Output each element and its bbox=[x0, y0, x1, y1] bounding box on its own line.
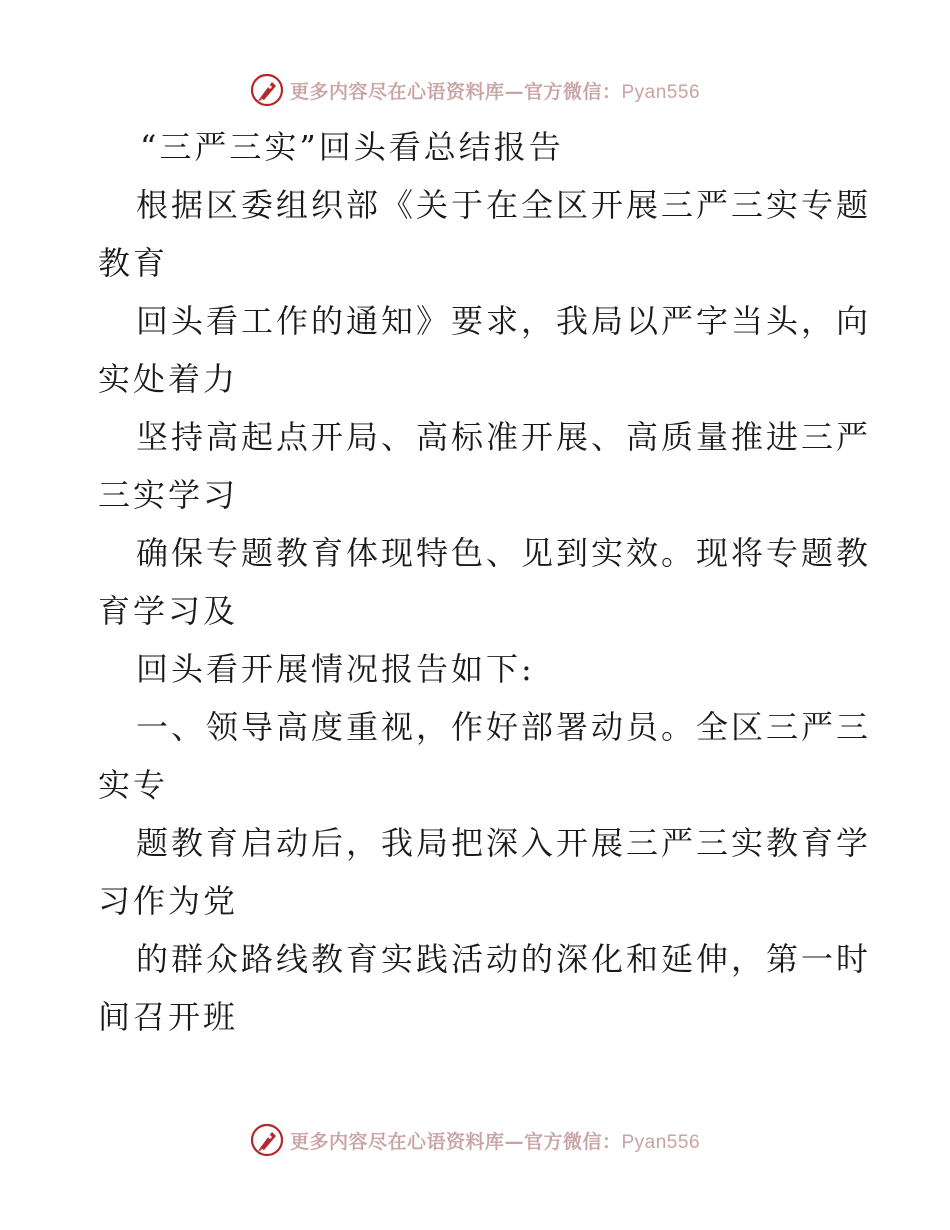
paragraph-line: 坚持高起点开局、高标准开展、高质量推进三严 bbox=[136, 418, 872, 456]
banner-official-text: 官方微信： bbox=[523, 1130, 622, 1153]
paragraph-line: 育学习及 bbox=[98, 592, 239, 630]
header-banner-text bbox=[290, 77, 700, 104]
document-title: “三严三实”回头看总结报告 bbox=[140, 128, 564, 166]
paragraph-line: 的群众路线教育实践活动的深化和延伸，第一时 bbox=[136, 940, 872, 978]
paragraph-line: 实处着力 bbox=[98, 360, 239, 398]
pen-nib-logo-icon bbox=[250, 73, 284, 107]
footer-banner-content bbox=[250, 1123, 700, 1157]
banner-official-text: 官方微信： bbox=[523, 80, 622, 103]
header-banner-content bbox=[250, 73, 700, 107]
banner-main-text: 更多内容尽在心语资料库 bbox=[289, 80, 505, 103]
banner-wechat-id: Pyan556 bbox=[621, 81, 701, 103]
paragraph-line: 三实学习 bbox=[98, 476, 239, 514]
paragraph-line: 回头看开展情况报告如下: bbox=[136, 650, 535, 688]
pen-nib-logo-icon bbox=[250, 1123, 284, 1157]
banner-wechat-id: Pyan556 bbox=[621, 1131, 701, 1153]
banner-dash: — bbox=[504, 80, 524, 103]
banner-dash: — bbox=[504, 1130, 524, 1153]
paragraph-line: 习作为党 bbox=[98, 882, 239, 920]
document-body bbox=[98, 118, 872, 1046]
paragraph-line: 根据区委组织部《关于在全区开展三严三实专题 bbox=[136, 186, 872, 224]
footer-banner-text bbox=[290, 1127, 700, 1154]
paragraph-line: 间召开班 bbox=[98, 998, 239, 1036]
paragraph-line: 题教育启动后，我局把深入开展三严三实教育学 bbox=[136, 824, 872, 862]
header-banner bbox=[0, 70, 950, 110]
paragraph-line: 一、领导高度重视，作好部署动员。全区三严三 bbox=[136, 708, 872, 746]
paragraph-line: 回头看工作的通知》要求，我局以严字当头，向 bbox=[136, 302, 872, 340]
banner-main-text: 更多内容尽在心语资料库 bbox=[289, 1130, 505, 1153]
paragraph-line: 教育 bbox=[98, 244, 169, 282]
footer-banner bbox=[0, 1120, 950, 1160]
paragraph-line: 实专 bbox=[98, 766, 169, 804]
paragraph-line: 确保专题教育体现特色、见到实效。现将专题教 bbox=[136, 534, 872, 572]
